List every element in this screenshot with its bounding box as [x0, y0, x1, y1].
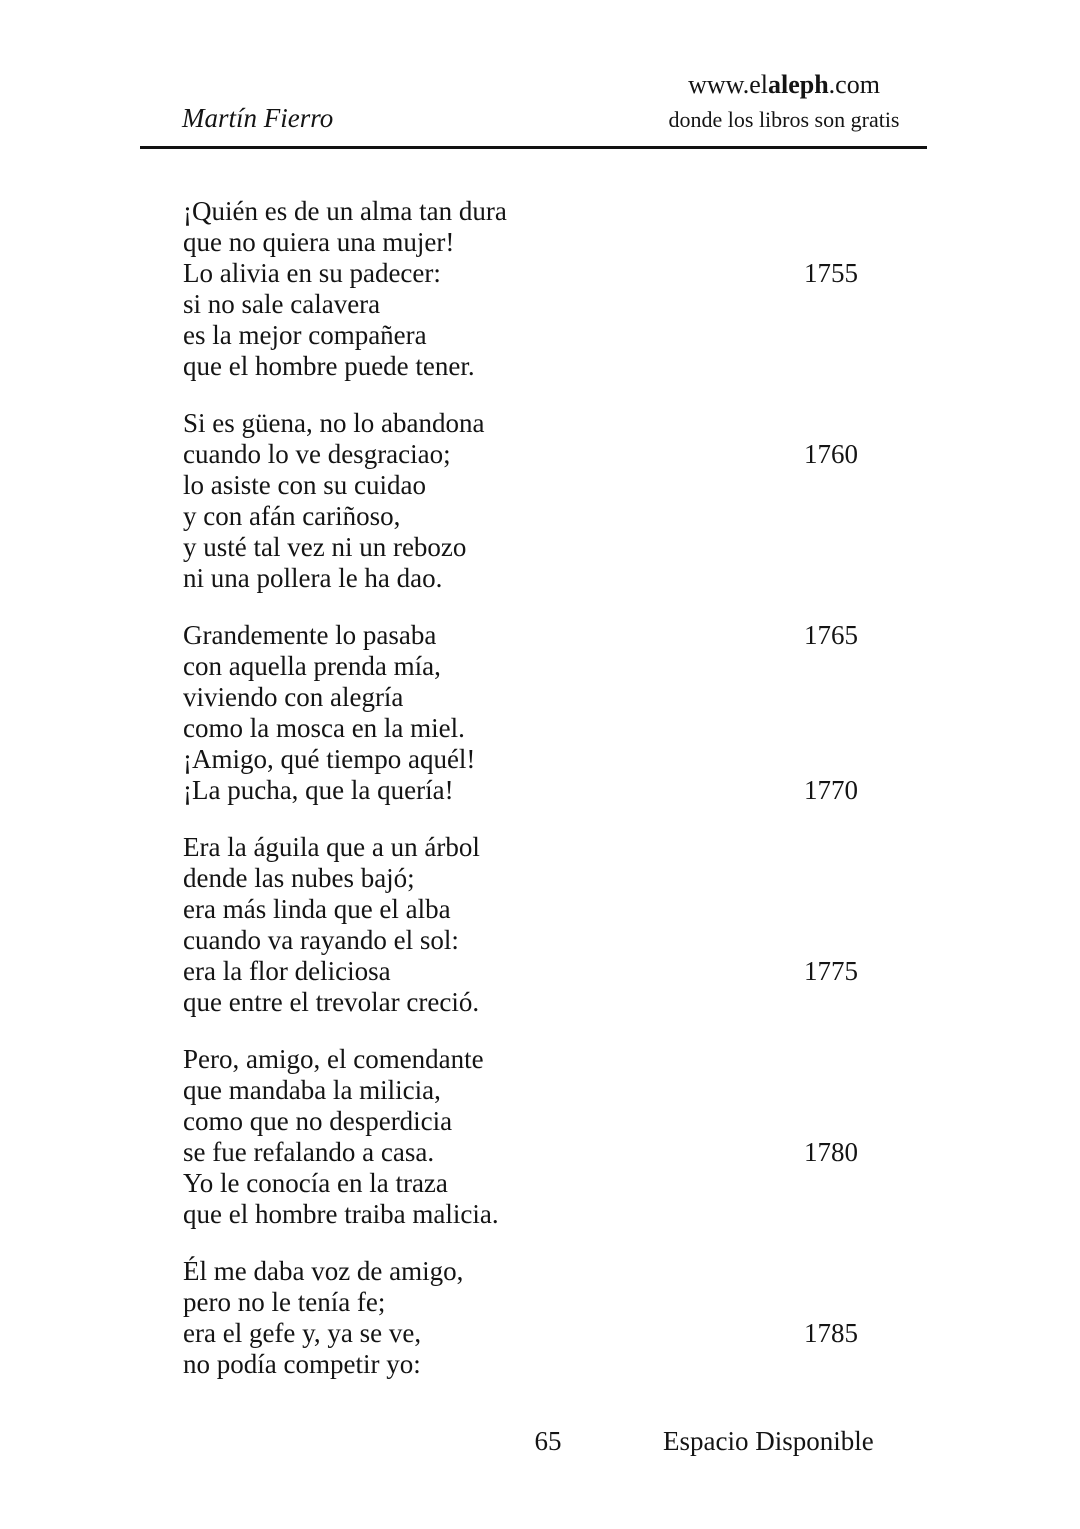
verse-line — [183, 1075, 858, 1106]
verse-line — [183, 1137, 858, 1168]
site-url-prefix: www.el — [688, 70, 768, 99]
stanza — [183, 196, 858, 382]
verse-line — [183, 227, 858, 258]
verse-line — [183, 775, 858, 806]
verse-line — [183, 196, 858, 227]
verse-line — [183, 289, 858, 320]
verse-line — [183, 956, 858, 987]
verse-text: pero no le tenía fe; — [183, 1287, 386, 1317]
verse-text: Yo le conocía en la traza — [183, 1168, 448, 1198]
verse-line-number: 1760 — [804, 439, 858, 469]
verse-line — [183, 408, 858, 439]
verse-line — [183, 1106, 858, 1137]
site-url-suffix: .com — [828, 70, 880, 99]
verse-text: Pero, amigo, el comendante — [183, 1044, 484, 1074]
verse-text: ni una pollera le ha dao. — [183, 563, 443, 593]
verse-text: ¡Amigo, qué tiempo aquél! — [183, 744, 476, 774]
verse-text: era más linda que el alba — [183, 894, 451, 924]
verse-line — [183, 832, 858, 863]
verse-line — [183, 894, 858, 925]
stanza — [183, 1256, 858, 1380]
verse-line — [183, 320, 858, 351]
verse-line — [183, 258, 858, 289]
footer-note: Espacio Disponible — [663, 1426, 874, 1456]
page-number: 65 — [534, 1426, 562, 1456]
verse-text: Grandemente lo pasaba — [183, 620, 437, 650]
verse-text: lo asiste con su cuidao — [183, 470, 426, 500]
site-header — [634, 70, 934, 133]
verse-line — [183, 863, 858, 894]
stanza — [183, 832, 858, 1018]
verse-text: que mandaba la milicia, — [183, 1075, 441, 1105]
verse-line — [183, 682, 858, 713]
verse-line — [183, 563, 858, 594]
verse-text: ¡Quién es de un alma tan dura — [183, 196, 507, 226]
verse-line — [183, 651, 858, 682]
verse-line-number: 1770 — [804, 775, 858, 805]
verse-line-number: 1780 — [804, 1137, 858, 1167]
stanza — [183, 1044, 858, 1230]
verse-line — [183, 925, 858, 956]
verse-text: dende las nubes bajó; — [183, 863, 415, 893]
verse-line — [183, 713, 858, 744]
verse-text: ¡La pucha, que la quería! — [183, 775, 454, 805]
verse-line — [183, 351, 858, 382]
verse-text: que el hombre puede tener. — [183, 351, 475, 381]
verse-text: y usté tal vez ni un rebozo — [183, 532, 467, 562]
poem — [183, 196, 858, 1406]
verse-text: Era la águila que a un árbol — [183, 832, 480, 862]
verse-line — [183, 1287, 858, 1318]
verse-line-number: 1775 — [804, 956, 858, 986]
verse-text: Él me daba voz de amigo, — [183, 1256, 464, 1286]
verse-text: y con afán cariñoso, — [183, 501, 401, 531]
verse-line — [183, 1256, 858, 1287]
verse-text: como la mosca en la miel. — [183, 713, 465, 743]
site-tagline: donde los libros son gratis — [668, 107, 900, 132]
verse-line — [183, 501, 858, 532]
verse-line-number: 1765 — [804, 620, 858, 650]
verse-text: era la flor deliciosa — [183, 956, 391, 986]
site-url — [634, 70, 934, 100]
stanza — [183, 408, 858, 594]
site-url-brand: aleph — [767, 70, 829, 99]
verse-line-number: 1755 — [804, 258, 858, 288]
verse-text: cuando va rayando el sol: — [183, 925, 459, 955]
verse-text: que no quiera una mujer! — [183, 227, 455, 257]
verse-line — [183, 470, 858, 501]
verse-line — [183, 1199, 858, 1230]
verse-text: no podía competir yo: — [183, 1349, 421, 1379]
verse-line — [183, 1044, 858, 1075]
verse-text: como que no desperdicia — [183, 1106, 453, 1136]
verse-text: se fue refalando a casa. — [183, 1137, 435, 1167]
verse-text: viviendo con alegría — [183, 682, 404, 712]
verse-text: que el hombre traiba malicia. — [183, 1199, 499, 1229]
verse-line — [183, 744, 858, 775]
verse-line-number: 1785 — [804, 1318, 858, 1348]
book-title: Martín Fierro — [182, 103, 334, 133]
verse-line — [183, 1318, 858, 1349]
verse-text: cuando lo ve desgraciao; — [183, 439, 451, 469]
stanza — [183, 620, 858, 806]
verse-text: era el gefe y, ya se ve, — [183, 1318, 422, 1348]
verse-text: Si es güena, no lo abandona — [183, 408, 485, 438]
verse-line — [183, 532, 858, 563]
header-divider — [140, 146, 927, 149]
verse-text: que entre el trevolar creció. — [183, 987, 480, 1017]
verse-text: es la mejor compañera — [183, 320, 427, 350]
verse-line — [183, 439, 858, 470]
verse-line — [183, 1168, 858, 1199]
verse-line — [183, 987, 858, 1018]
verse-text: con aquella prenda mía, — [183, 651, 441, 681]
verse-line — [183, 1349, 858, 1380]
verse-line — [183, 620, 858, 651]
verse-text: si no sale calavera — [183, 289, 381, 319]
verse-text: Lo alivia en su padecer: — [183, 258, 441, 288]
